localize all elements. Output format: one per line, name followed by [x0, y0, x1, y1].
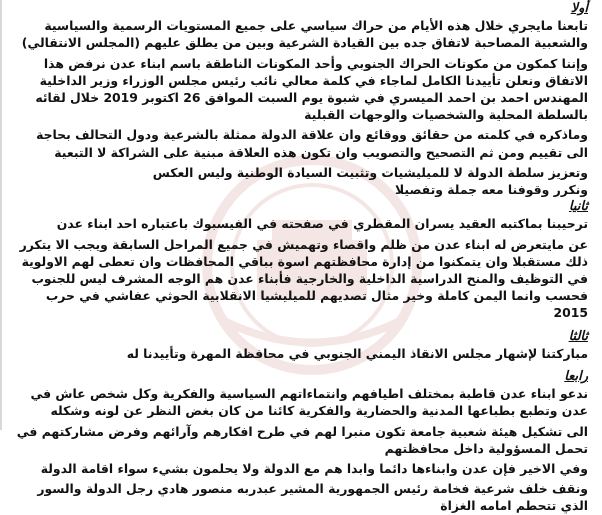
- section-4-heading: رابعا: [564, 369, 588, 385]
- section-4-paragraph-4: ونقف خلف شرعية فخامة رئيس الجمهورية المشير عبدربه منصور هادي رجل الدولة والسور الذي تتحطم امامه الغزاة: [37, 481, 588, 514]
- section-2-paragraph-2: عن مايتعرض له ابناء عدن من ظلم واقصاء وتهميش في جميع المراحل السابقة ويجب الا يتكرر ذلك مستقبلا وان يتمكنوا من إدارة محافظتهم اسوة بباقي المحافظات وان تعطى لهم الاولوية في التوظيف والمنح الدراسية الداخلية والخارجية فأبناء عدن هم الوجه المشرف ليس للجنوب فحسب وانما اليمن كاملة وخير مثال تصديهم للميليشيا الانقلابية الحوثي عفاشي في حرب 2015: [19, 236, 588, 321]
- section-1-paragraph-2: وإننا كمكون من مكونات الحراك الجنوبي وأحد المكونات الناطقة باسم ابناء عدن نرفض هذا الاتفاق ونعلن تأييدنا الكامل لماجاء في كلمة معالي نائب رئيس مجلس الوزراء وزير الداخلية المهندس احمد بن احمد الميسري في شبوة يوم السبت الموافق 26 اكتوبر 2019 خلال لقائه بالسلطة المحلية والشخصيات والوجهات القبلية: [35, 55, 588, 123]
- section-2-paragraph-1: ترحيبنا بماكتبه العقيد يسران المقطري في صفحته في الفيسبوك باعتباره احد ابناء عدن: [56, 216, 588, 232]
- section-1-paragraph-4: وتعزيز سلطة الدولة لا للميليشيات وتثبيت السيادة الوطنية وليس العكس: [152, 164, 588, 180]
- document-body: [2, 0, 602, 514]
- section-1-heading: أولا: [570, 1, 588, 16]
- section-3-paragraph-1: مباركتنا لإشهار مجلس الانقاذ اليمني الجنوبي في محافظة المهرة وتأييدنا له: [126, 345, 588, 361]
- section-4-paragraph-2: الى تشكيل هيئة شعبية جامعة تكون منبرا لهم في طرح افكارهم وآرائهم وفرض مشاركتهم في تحمل المسؤولية داخل محافظتهم: [16, 423, 588, 456]
- section-3-heading: ثالثا: [568, 328, 588, 344]
- section-1-paragraph-1: تابعنا مايجري خلال هذه الأيام من حراك سياسي على جميع المستويات الرسمية والسياسية والشعبية المصاحبة لاتفاق جده بين القيادة الشرعية وبين من يطلق عليهم (المجلس الانتقالي): [21, 18, 588, 51]
- section-1-paragraph-5: ونكرر وقوفنا معه جملة وتفصيلا: [395, 182, 588, 198]
- section-1-paragraph-3: وماذكره في كلمته من حقائق ووقائع وان علاقة الدولة ممثلة بالشرعية ودول التحالف بحاجة الى تقييم ومن ثم التصحيح والتصويب وان تكون هذه العلاقة مبنية على الشراكة لا التبعية: [36, 127, 588, 160]
- section-2-heading: ثانيا: [568, 199, 588, 215]
- section-4-paragraph-1: ندعو ابناء عدن قاطبة بمختلف اطيافهم وانتماءاتهم السياسية والفكرية وكل شخص عاش في عدن وتطبع بطباعها المدنية والحضارية والفكرية كائنا من كان بغض النظر عن لونه وشكله: [30, 386, 588, 419]
- section-4-paragraph-3: وفي الاخير فإن عدن وابناءها دائما وابدا هم مع الدولة ولا يحلمون بشيء سواء اقامة الدولة: [40, 461, 588, 477]
